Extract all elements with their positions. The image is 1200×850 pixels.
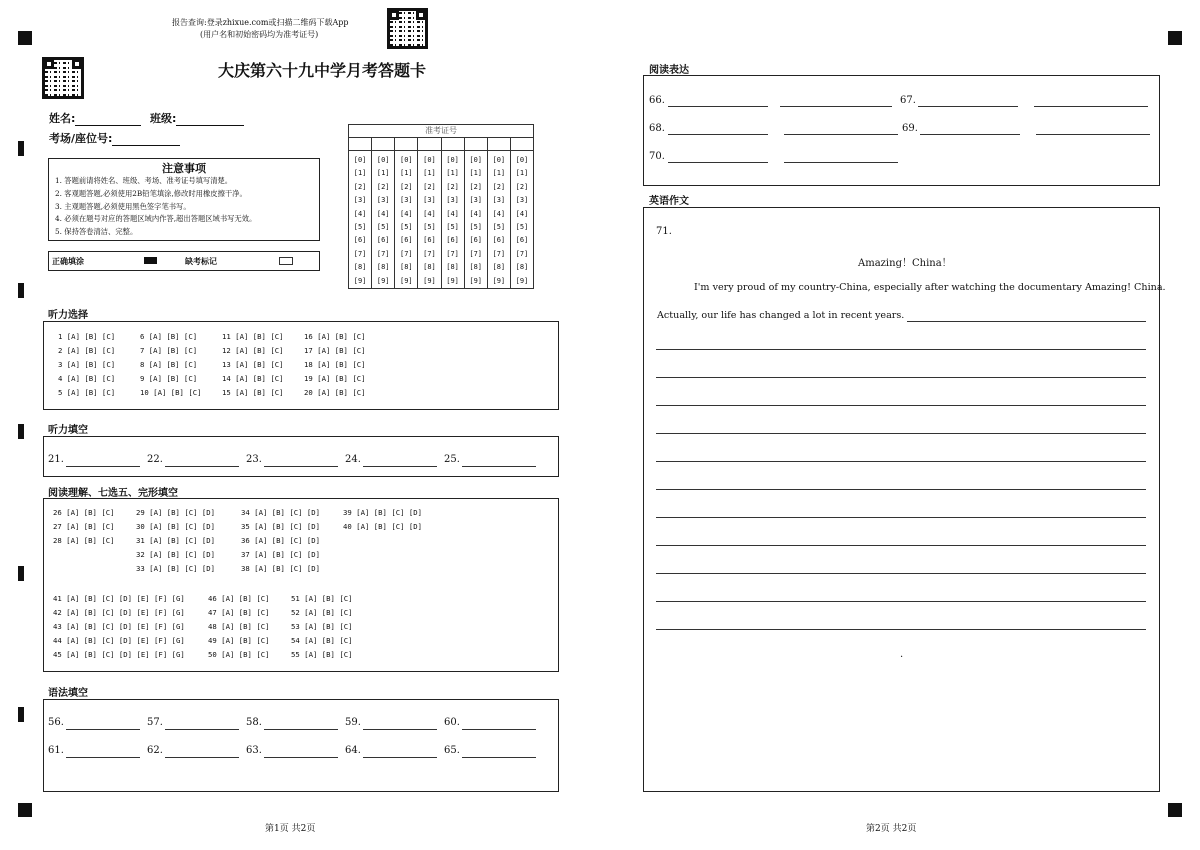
writing-box xyxy=(643,207,1166,792)
digit-bubble[interactable]: [2] xyxy=(353,182,367,191)
notice-item: 2. 客观题答题,必须使用2B铅笔填涂,修改时用橡皮擦干净。 xyxy=(55,188,247,198)
answer-blank-line[interactable] xyxy=(1034,106,1148,107)
page-1-footer: 第1页 共2页 xyxy=(265,824,316,834)
answer-blank-line[interactable] xyxy=(918,106,1018,107)
digit-bubble[interactable]: [0] xyxy=(353,156,367,164)
notice-item: 4. 必须在题号对应的答题区域内作答,超出答题区域书写无效。 xyxy=(55,214,257,224)
digit-bubble[interactable]: [8] xyxy=(353,263,367,272)
digit-bubble[interactable]: [1] xyxy=(376,169,390,178)
digit-bubble[interactable]: [0] xyxy=(446,156,459,164)
digit-bubble[interactable]: [5] xyxy=(399,223,413,232)
fill-legend xyxy=(48,251,320,271)
answer-option-row[interactable]: 9 [A] [B] [C] xyxy=(140,374,198,383)
digit-bubble[interactable]: [8] xyxy=(446,263,459,272)
digit-bubble[interactable]: [0] xyxy=(492,156,506,164)
admission-digit-column[interactable] xyxy=(395,151,418,289)
admission-digit-column[interactable] xyxy=(372,151,395,289)
digit-bubble[interactable]: [9] xyxy=(353,276,367,285)
essay-line-1: I'm very proud of my country-China, especially after watching the documentary Amazing! China. xyxy=(694,282,1166,293)
blank-number: 65. xyxy=(444,745,460,756)
corner-mark xyxy=(18,803,32,817)
writing-line[interactable] xyxy=(656,461,1146,462)
digit-bubble[interactable]: [0] xyxy=(376,156,390,164)
digit-bubble[interactable]: [6] xyxy=(423,236,436,245)
name-label: 姓名: xyxy=(49,112,76,125)
blank-number: 64. xyxy=(345,745,361,756)
blank-number: 62. xyxy=(147,745,163,756)
answer-option-row[interactable]: 52 [A] [B] [C] xyxy=(291,608,353,617)
digit-bubble[interactable]: [7] xyxy=(376,249,390,258)
reading-expression-title: 阅读表达 xyxy=(649,65,689,76)
answer-option-row[interactable]: 49 [A] [B] [C] xyxy=(208,636,270,645)
answer-option-row[interactable]: 36 [A] [B] [C] [D] xyxy=(241,536,321,545)
blank-number: 63. xyxy=(246,745,262,756)
answer-option-row[interactable]: 50 [A] [B] [C] xyxy=(208,650,270,659)
answer-option-row[interactable]: 11 [A] [B] [C] xyxy=(222,332,284,341)
report-query: 报告查询:登录zhixue.com或扫描二维码下载App xyxy=(172,18,349,27)
answer-blank-line[interactable] xyxy=(780,106,892,107)
blank-number: 25. xyxy=(444,454,460,465)
digit-bubble[interactable]: [0] xyxy=(423,156,436,164)
digit-bubble[interactable]: [2] xyxy=(376,182,390,191)
answer-blank-line[interactable] xyxy=(668,134,768,135)
digit-bubble[interactable]: [5] xyxy=(423,223,436,232)
writing-line[interactable] xyxy=(656,517,1146,518)
answer-option-row[interactable]: 5 [A] [B] [C] xyxy=(58,388,116,397)
seat-label: 考场/座位号: xyxy=(49,132,113,145)
answer-option-row[interactable]: 42 [A] [B] [C] [D] [E] [F] [G] xyxy=(53,608,185,617)
timing-mark xyxy=(18,141,24,156)
digit-bubble[interactable]: [8] xyxy=(515,263,529,272)
digit-bubble[interactable]: [2] xyxy=(423,182,436,191)
digit-bubble[interactable]: [3] xyxy=(515,196,529,205)
digit-bubble[interactable]: [7] xyxy=(353,249,367,258)
answer-option-row[interactable]: 8 [A] [B] [C] xyxy=(140,360,198,369)
correct-fill-sample xyxy=(144,257,157,264)
digit-bubble[interactable]: [4] xyxy=(446,209,459,218)
digit-bubble[interactable]: [3] xyxy=(423,196,436,205)
blank-number: 61. xyxy=(48,745,64,756)
digit-bubble[interactable]: [2] xyxy=(492,182,506,191)
digit-bubble[interactable]: [1] xyxy=(399,169,413,178)
answer-blank-line[interactable] xyxy=(668,106,768,107)
answer-blank-line[interactable] xyxy=(462,757,536,758)
answer-option-row[interactable]: 38 [A] [B] [C] [D] xyxy=(241,564,321,573)
corner-mark xyxy=(1168,803,1182,817)
digit-bubble[interactable]: [7] xyxy=(492,249,506,258)
timing-mark xyxy=(18,707,24,722)
answer-option-row[interactable]: 34 [A] [B] [C] [D] xyxy=(241,508,321,517)
answer-blank-line[interactable] xyxy=(66,729,140,730)
essay-title: Amazing！China！ xyxy=(858,258,952,269)
digit-bubble[interactable]: [6] xyxy=(515,236,529,245)
writing-line[interactable] xyxy=(656,629,1146,630)
answer-blank-line[interactable] xyxy=(264,466,338,467)
writing-line[interactable] xyxy=(907,321,1146,322)
notice-box xyxy=(48,158,320,241)
digit-bubble[interactable]: [1] xyxy=(515,169,529,178)
blank-number: 58. xyxy=(246,717,262,728)
answer-option-row[interactable]: 45 [A] [B] [C] [D] [E] [F] [G] xyxy=(53,650,185,659)
digit-bubble[interactable]: [6] xyxy=(399,236,413,245)
digit-bubble[interactable]: [9] xyxy=(469,276,483,285)
answer-blank-line[interactable] xyxy=(66,757,140,758)
answer-option-row[interactable]: 18 [A] [B] [C] xyxy=(304,360,366,369)
digit-bubble[interactable]: [5] xyxy=(353,223,367,232)
timing-mark xyxy=(18,566,24,581)
answer-option-row[interactable]: 27 [A] [B] [C] xyxy=(53,522,115,531)
answer-option-row[interactable]: 15 [A] [B] [C] xyxy=(222,388,284,397)
digit-bubble[interactable]: [3] xyxy=(446,196,459,205)
class-field[interactable] xyxy=(150,110,244,126)
digit-bubble[interactable]: [1] xyxy=(469,169,483,178)
writing-line[interactable] xyxy=(656,545,1146,546)
digit-bubble[interactable]: [8] xyxy=(376,263,390,272)
answer-blank-line[interactable] xyxy=(165,757,239,758)
digit-bubble[interactable]: [1] xyxy=(492,169,506,178)
answer-option-row[interactable]: 10 [A] [B] [C] xyxy=(140,388,202,397)
digit-bubble[interactable]: [4] xyxy=(492,209,506,218)
bubble-column xyxy=(291,592,374,662)
blank-number: 57. xyxy=(147,717,163,728)
answer-blank-line[interactable] xyxy=(784,134,898,135)
digit-bubble[interactable]: [2] xyxy=(515,182,529,191)
blank-number: 22. xyxy=(147,454,163,465)
digit-bubble[interactable]: [9] xyxy=(376,276,390,285)
answer-option-row[interactable]: 41 [A] [B] [C] [D] [E] [F] [G] xyxy=(53,594,185,603)
notice-item: 1. 答题前请将姓名、班级、考场、准考证号填写清楚。 xyxy=(55,176,233,185)
listening-choice-box xyxy=(43,321,559,410)
digit-bubble[interactable]: [1] xyxy=(446,169,459,178)
class-label: 班级: xyxy=(150,112,177,125)
digit-bubble[interactable]: [4] xyxy=(353,209,367,218)
blank-number: 67. xyxy=(900,95,916,106)
answer-blank-line[interactable] xyxy=(462,729,536,730)
blank-number: 23. xyxy=(246,454,262,465)
answer-blank-line[interactable] xyxy=(165,729,239,730)
admission-digit-column[interactable] xyxy=(441,151,464,289)
answer-option-row[interactable]: 20 [A] [B] [C] xyxy=(304,388,366,397)
digit-bubble[interactable]: [9] xyxy=(399,276,413,285)
admission-digit-column[interactable] xyxy=(487,151,510,289)
answer-option-row[interactable]: 55 [A] [B] [C] xyxy=(291,650,353,659)
answer-option-row[interactable]: 44 [A] [B] [C] [D] [E] [F] [G] xyxy=(53,636,185,645)
admission-digit-input[interactable] xyxy=(464,138,487,151)
timing-mark xyxy=(18,424,24,439)
answer-option-row[interactable]: 29 [A] [B] [C] [D] xyxy=(136,508,216,517)
blank-number: 21. xyxy=(48,454,64,465)
writing-line[interactable] xyxy=(656,405,1146,406)
blank-number: 24. xyxy=(345,454,361,465)
correct-fill-label: 正确填涂 xyxy=(52,257,84,266)
answer-blank-line[interactable] xyxy=(264,729,338,730)
digit-bubble[interactable]: [4] xyxy=(515,209,529,218)
answer-option-row[interactable]: 14 [A] [B] [C] xyxy=(222,374,284,383)
digit-bubble[interactable]: [8] xyxy=(399,263,413,272)
bubble-column xyxy=(222,330,304,400)
digit-bubble[interactable]: [1] xyxy=(353,169,367,178)
digit-bubble[interactable]: [5] xyxy=(469,223,483,232)
digit-bubble[interactable]: [6] xyxy=(469,236,483,245)
answer-option-row[interactable]: 51 [A] [B] [C] xyxy=(291,594,353,603)
digit-bubble[interactable]: [2] xyxy=(446,182,459,191)
essay-line-2: Actually, our life has changed a lot in recent years. xyxy=(657,310,905,321)
digit-bubble[interactable]: [6] xyxy=(376,236,390,245)
answer-blank-line[interactable] xyxy=(165,466,239,467)
answer-blank-line[interactable] xyxy=(264,757,338,758)
answer-option-row[interactable]: 37 [A] [B] [C] [D] xyxy=(241,550,321,559)
digit-bubble[interactable]: [0] xyxy=(469,156,483,164)
digit-bubble[interactable]: [9] xyxy=(423,276,436,285)
listening-choice-title: 听力选择 xyxy=(48,310,88,321)
digit-bubble[interactable]: [5] xyxy=(376,223,390,232)
admission-digit-input[interactable] xyxy=(441,138,464,151)
writing-line[interactable] xyxy=(656,377,1146,378)
digit-bubble[interactable]: [7] xyxy=(469,249,483,258)
blank-number: 60. xyxy=(444,717,460,728)
digit-bubble[interactable]: [3] xyxy=(492,196,506,205)
answer-option-row[interactable]: 35 [A] [B] [C] [D] xyxy=(241,522,321,531)
digit-bubble[interactable]: [4] xyxy=(376,209,390,218)
page-title: 大庆第六十九中学月考答题卡 xyxy=(218,61,427,80)
answer-option-row[interactable]: 39 [A] [B] [C] [D] xyxy=(343,508,423,517)
digit-bubble[interactable]: [8] xyxy=(423,263,436,272)
bubble-column xyxy=(136,506,241,576)
answer-blank-line[interactable] xyxy=(462,466,536,467)
reading-expression-box xyxy=(643,75,1160,186)
answer-blank-line[interactable] xyxy=(668,162,768,163)
answer-option-row[interactable]: 40 [A] [B] [C] [D] xyxy=(343,522,423,531)
answer-option-row[interactable]: 28 [A] [B] [C] xyxy=(53,536,115,545)
digit-bubble[interactable]: [3] xyxy=(376,196,390,205)
seat-field[interactable] xyxy=(49,130,180,146)
stray-dot: . xyxy=(900,649,904,660)
digit-bubble[interactable]: [6] xyxy=(492,236,506,245)
blank-number: 59. xyxy=(345,717,361,728)
admission-digit-column[interactable] xyxy=(464,151,487,289)
digit-bubble[interactable]: [8] xyxy=(469,263,483,272)
answer-option-row[interactable]: 32 [A] [B] [C] [D] xyxy=(136,550,216,559)
answer-option-row[interactable]: 3 [A] [B] [C] xyxy=(58,360,116,369)
answer-option-row[interactable]: 26 [A] [B] [C] xyxy=(53,508,115,517)
answer-blank-line[interactable] xyxy=(363,729,437,730)
bubble-column xyxy=(208,592,291,662)
digit-bubble[interactable]: [6] xyxy=(353,236,367,245)
digit-bubble[interactable]: [4] xyxy=(469,209,483,218)
answer-option-row[interactable]: 53 [A] [B] [C] xyxy=(291,622,353,631)
digit-bubble[interactable]: [7] xyxy=(399,249,413,258)
admission-digit-column[interactable] xyxy=(418,151,441,289)
digit-bubble[interactable]: [4] xyxy=(423,209,436,218)
answer-option-row[interactable]: 17 [A] [B] [C] xyxy=(304,346,366,355)
answer-option-row[interactable]: 6 [A] [B] [C] xyxy=(140,332,198,341)
answer-option-row[interactable]: 47 [A] [B] [C] xyxy=(208,608,270,617)
admission-digit-input[interactable] xyxy=(487,138,510,151)
qr-code-icon xyxy=(42,57,84,99)
answer-option-row[interactable]: 19 [A] [B] [C] xyxy=(304,374,366,383)
notice-item: 3. 主观题答题,必须使用黑色签字笔书写。 xyxy=(55,201,191,211)
absent-mark-checkbox[interactable] xyxy=(279,257,293,265)
admission-digit-input[interactable] xyxy=(395,138,418,151)
writing-line[interactable] xyxy=(656,489,1146,490)
bubble-column xyxy=(343,506,443,576)
digit-bubble[interactable]: [4] xyxy=(399,209,413,218)
answer-option-row[interactable]: 12 [A] [B] [C] xyxy=(222,346,284,355)
digit-bubble[interactable]: [7] xyxy=(423,249,436,258)
corner-mark xyxy=(18,31,32,45)
name-field[interactable] xyxy=(49,110,141,126)
writing-line[interactable] xyxy=(656,601,1146,602)
blank-number: 70. xyxy=(649,151,665,162)
digit-bubble[interactable]: [5] xyxy=(446,223,459,232)
digit-bubble[interactable]: [5] xyxy=(515,223,529,232)
digit-bubble[interactable]: [0] xyxy=(399,156,413,164)
answer-blank-line[interactable] xyxy=(363,757,437,758)
digit-bubble[interactable]: [3] xyxy=(399,196,413,205)
admission-digit-input[interactable] xyxy=(349,138,372,151)
answer-option-row[interactable]: 54 [A] [B] [C] xyxy=(291,636,353,645)
answer-option-row[interactable]: 1 [A] [B] [C] xyxy=(58,332,116,341)
corner-mark xyxy=(1168,31,1182,45)
answer-option-row[interactable]: 7 [A] [B] [C] xyxy=(140,346,198,355)
blank-number: 68. xyxy=(649,123,665,134)
admission-digit-column[interactable] xyxy=(349,151,372,289)
notice-item: 5. 保持答卷清洁、完整。 xyxy=(55,227,138,237)
writing-line[interactable] xyxy=(656,349,1146,350)
digit-bubble[interactable]: [3] xyxy=(469,196,483,205)
digit-bubble[interactable]: [9] xyxy=(515,276,529,285)
notice-list xyxy=(55,175,313,239)
digit-bubble[interactable]: [9] xyxy=(446,276,459,285)
digit-bubble[interactable]: [7] xyxy=(446,249,459,258)
answer-blank-line[interactable] xyxy=(66,466,140,467)
absent-mark-label: 缺考标记 xyxy=(185,257,217,266)
listening-fill-title: 听力填空 xyxy=(48,425,88,436)
writing-number: 71. xyxy=(656,226,672,237)
page-2-footer: 第2页 共2页 xyxy=(866,824,917,834)
blank-number: 66. xyxy=(649,95,665,106)
admission-digit-input[interactable] xyxy=(372,138,395,151)
bubble-column xyxy=(58,330,140,400)
answer-option-row[interactable]: 46 [A] [B] [C] xyxy=(208,594,270,603)
answer-option-row[interactable]: 2 [A] [B] [C] xyxy=(58,346,116,355)
digit-bubble[interactable]: [0] xyxy=(515,156,529,164)
reading-title: 阅读理解、七选五、完形填空 xyxy=(48,488,178,499)
report-note: (用户名和初始密码均为准考证号) xyxy=(200,30,319,39)
digit-bubble[interactable]: [7] xyxy=(515,249,529,258)
notice-title: 注意事项 xyxy=(162,162,206,175)
answer-option-row[interactable]: 33 [A] [B] [C] [D] xyxy=(136,564,216,573)
bubble-column xyxy=(53,592,208,662)
answer-blank-line[interactable] xyxy=(784,162,898,163)
bubble-column xyxy=(140,330,222,400)
answer-option-row[interactable]: 43 [A] [B] [C] [D] [E] [F] [G] xyxy=(53,622,185,631)
digit-bubble[interactable]: [5] xyxy=(492,223,506,232)
digit-bubble[interactable]: [9] xyxy=(492,276,506,285)
blank-number: 56. xyxy=(48,717,64,728)
grammar-title: 语法填空 xyxy=(48,688,88,699)
admission-digit-column[interactable] xyxy=(510,151,533,289)
bubble-column xyxy=(241,506,343,576)
writing-line[interactable] xyxy=(656,573,1146,574)
listening-fill-box xyxy=(43,436,559,477)
digit-bubble[interactable]: [2] xyxy=(399,182,413,191)
bubble-column xyxy=(53,506,136,576)
timing-mark xyxy=(18,283,24,298)
answer-option-row[interactable]: 31 [A] [B] [C] [D] xyxy=(136,536,216,545)
bubble-column xyxy=(304,330,386,400)
answer-option-row[interactable]: 4 [A] [B] [C] xyxy=(58,374,116,383)
answer-option-row[interactable]: 16 [A] [B] [C] xyxy=(304,332,366,341)
grammar-box xyxy=(43,699,559,792)
digit-bubble[interactable]: [6] xyxy=(446,236,459,245)
digit-bubble[interactable]: [3] xyxy=(353,196,367,205)
admission-label: 准考证号 xyxy=(349,125,534,138)
blank-number: 69. xyxy=(902,123,918,134)
answer-blank-line[interactable] xyxy=(1036,134,1150,135)
admission-digit-input[interactable] xyxy=(510,138,533,151)
digit-bubble[interactable]: [1] xyxy=(423,169,436,178)
answer-option-row[interactable]: 30 [A] [B] [C] [D] xyxy=(136,522,216,531)
answer-option-row[interactable]: 13 [A] [B] [C] xyxy=(222,360,284,369)
answer-blank-line[interactable] xyxy=(920,134,1020,135)
writing-title: 英语作文 xyxy=(649,196,689,207)
reading-box xyxy=(43,498,559,672)
qr-code-icon xyxy=(387,8,428,49)
answer-blank-line[interactable] xyxy=(363,466,437,467)
digit-bubble[interactable]: [2] xyxy=(469,182,483,191)
admission-digit-input[interactable] xyxy=(418,138,441,151)
admission-number-grid[interactable] xyxy=(348,124,534,289)
writing-line[interactable] xyxy=(656,433,1146,434)
digit-bubble[interactable]: [8] xyxy=(492,263,506,272)
answer-option-row[interactable]: 48 [A] [B] [C] xyxy=(208,622,270,631)
